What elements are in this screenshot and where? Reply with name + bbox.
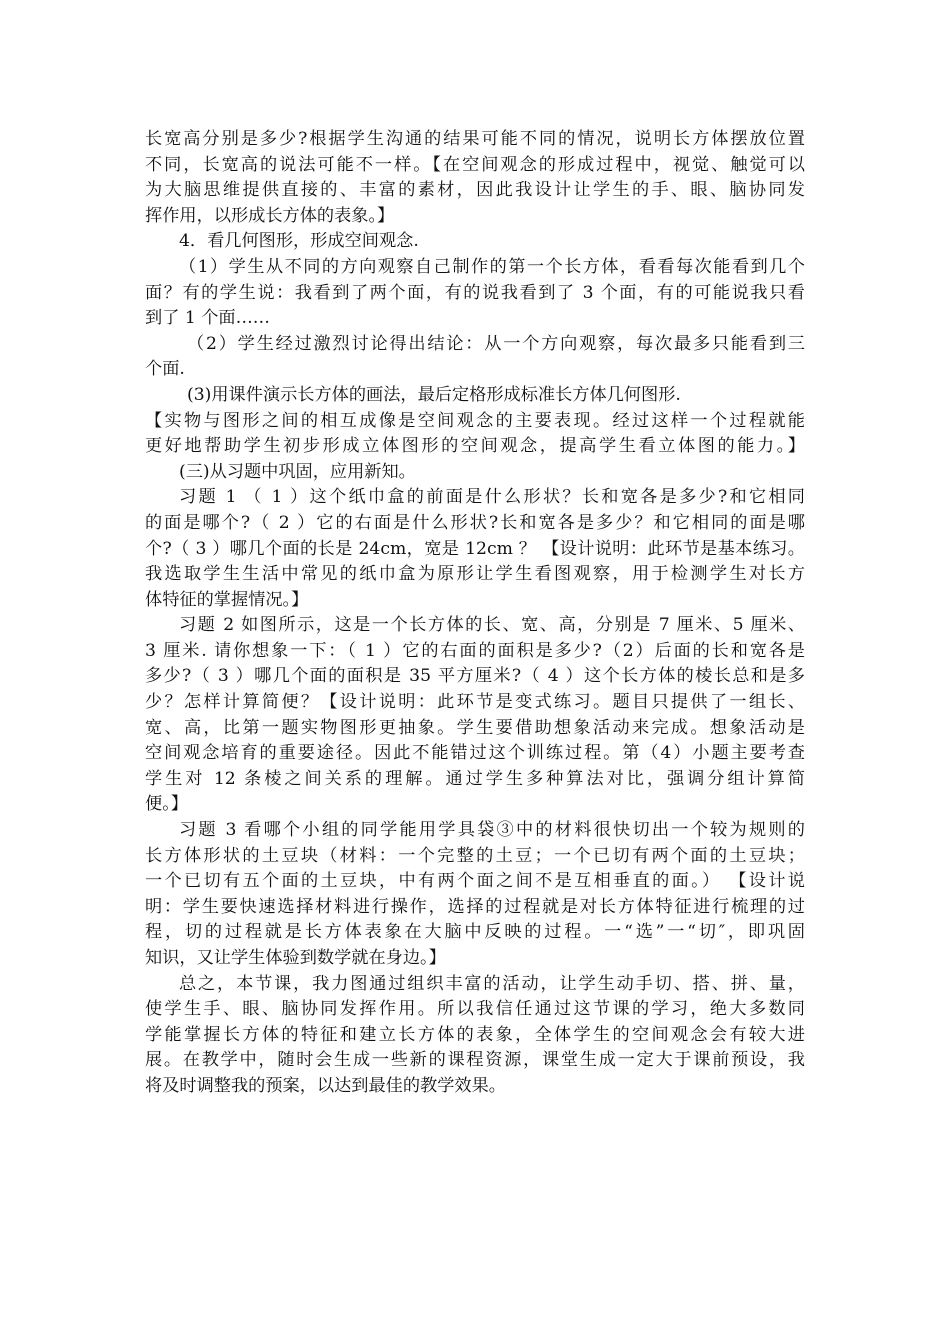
text-line: 宽、高，比第一题实物图形更抽象。学生要借助想象活动来完成。想象活动是 (145, 717, 805, 738)
text-line: 学生对 12 条棱之间关系的理解。通过学生多种算法对比，强调分组计算简 (145, 768, 805, 789)
text-line: 学能掌握长方体的特征和建立长方体的表象，全体学生的空间观念会有较大进 (145, 1024, 805, 1045)
text-line: 更好地帮助学生初步形成立体图形的空间观念，提高学生看立体图的能力。】 (145, 436, 805, 457)
text-line: 个?（ 3 ）哪几个面的长是 24cm，宽是 12cm ？ 【设计说明：此环节是基本练习。 (145, 538, 805, 559)
text-line: 一个已切有五个面的土豆块，中有两个面之间不是互相垂直的面。） 【设计说 (145, 871, 805, 892)
text-line: 少？怎样计算简便？【设计说明：此环节是变式练习。题目只提供了一组长、 (145, 692, 805, 713)
text-line: 习题 3 看哪个小组的同学能用学具袋③中的材料很快切出一个较为规则的 (179, 820, 805, 841)
text-line: 习题 2 如图所示，这是一个长方体的长、宽、高，分别是 7 厘米、5 厘米、 (179, 615, 805, 636)
text-line: 的面是哪个?（ 2 ）它的右面是什么形状?长和宽各是多少？和它相同的面是哪 (145, 512, 805, 533)
text-line: 程，切的过程就是长方体表象在大脑中反映的过程。一“选”一“切″，即巩固 (145, 922, 805, 943)
text-line: 多少?（ 3 ）哪几个面的面积是 35 平方厘米?（ 4 ）这个长方体的棱长总和是多 (145, 666, 805, 687)
text-line: 挥作用，以形成长方体的表象。】 (145, 205, 395, 226)
text-line: 体特征的掌握情况。】 (145, 589, 309, 610)
text-line: （2）学生经过激烈讨论得出结论：从一个方向观察，每次最多只能看到三 (187, 333, 805, 354)
text-line: 【实物与图形之间的相互成像是空间观念的主要表现。经过这样一个过程就能 (145, 410, 805, 431)
text-line: （1）学生从不同的方向观察自己制作的第一个长方体，看看每次能看到几个 (179, 256, 805, 277)
document-body (145, 127, 805, 1100)
text-line: (3)用课件演示长方体的画法，最后定格形成标准长方体几何图形. (187, 384, 681, 405)
text-line: 个面. (145, 359, 185, 380)
text-line: 便。】 (145, 794, 188, 815)
text-line: 面？有的学生说：我看到了两个面，有的说我看到了 3 个面，有的可能说我只看 (145, 282, 805, 303)
text-line: 使学生手、眼、脑协同发挥作用。所以我信任通过这节课的学习，绝大多数同 (145, 999, 805, 1020)
text-line: 知识，又让学生体验到数学就在身边。】 (145, 948, 446, 968)
text-line: 总之，本节课，我力图通过组织丰富的活动，让学生动手切、搭、拼、量， (179, 973, 805, 994)
text-line: 将及时调整我的预案，以达到最佳的教学效果。 (145, 1075, 506, 1096)
text-line: 空间观念培育的重要途径。因此不能错过这个训练过程。第（4）小题主要考查 (145, 743, 805, 764)
text-line: 习题 1 （ 1 ）这个纸巾盒的前面是什么形状？长和宽各是多少?和它相同 (179, 487, 805, 508)
text-line: 不同，长宽高的说法可能不一样。【在空间观念的形成过程中，视觉、触觉可以 (145, 154, 805, 175)
text-line: 长宽高分别是多少?根据学生沟通的结果可能不同的情况，说明长方体摆放位置 (145, 129, 805, 149)
text-line: 我选取学生生活中常见的纸巾盒为原形让学生看图观察，用于检测学生对长方 (145, 564, 805, 585)
text-line: 长方体形状的土豆块（材料：一个完整的土豆；一个已切有两个面的土豆块； (145, 845, 805, 866)
text-line: 4．看几何图形，形成空间观念. (179, 231, 419, 252)
text-line: 到了 1 个面…… (145, 308, 270, 329)
text-line: 展。在教学中，随时会生成一些新的课程资源，课堂生成一定大于课前预设，我 (145, 1050, 805, 1071)
text-line: 3 厘米. 请你想象一下：（ 1 ）它的右面的面积是多少?（2）后面的长和宽各是 (145, 640, 805, 661)
text-line: (三)从习题中巩固，应用新知。 (179, 461, 416, 482)
text-line: 为大脑思维提供直接的、丰富的素材，因此我设计让学生的手、眼、脑协同发 (145, 180, 805, 201)
text-line: 明：学生要快速选择材料进行操作，选择的过程就是对长方体特征进行梳理的过 (145, 896, 805, 917)
